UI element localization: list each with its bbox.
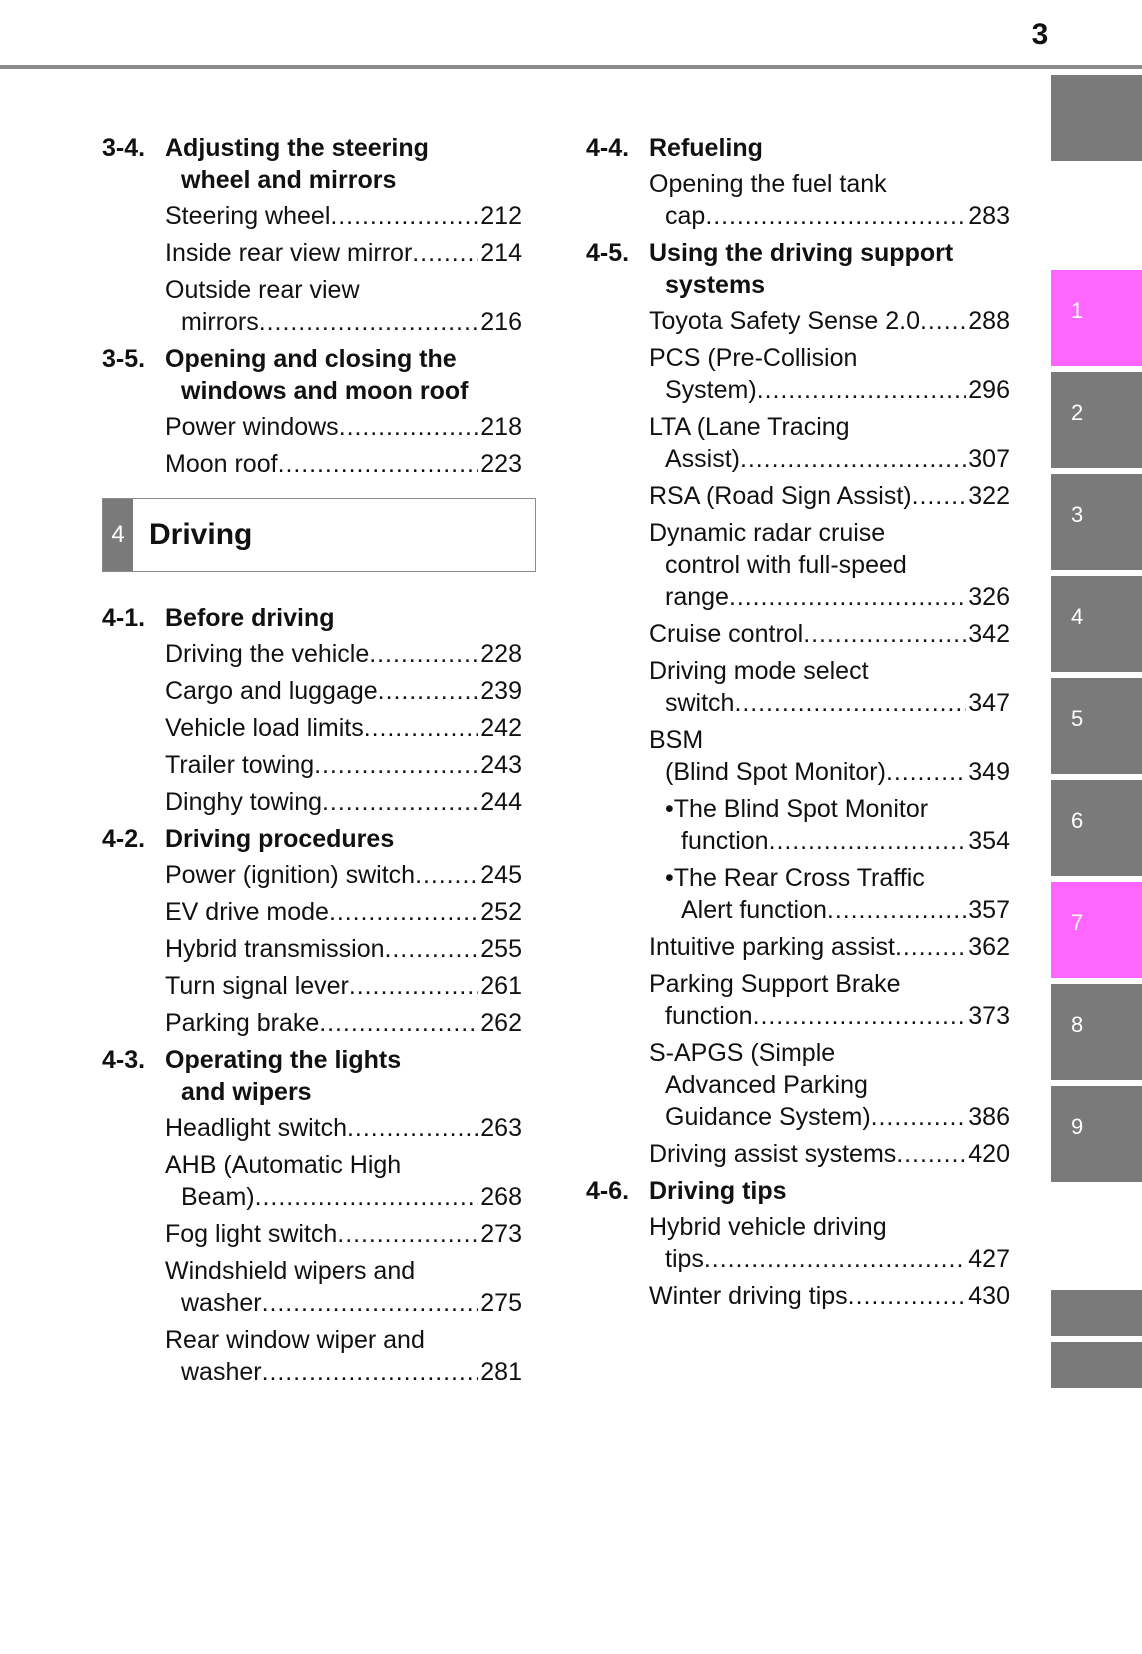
toc-entry-label: Headlight switch (165, 1114, 348, 1142)
toc-entry-label: function (665, 1002, 753, 1030)
toc-entry-label: Hybrid transmission (165, 935, 385, 963)
section-title (165, 132, 522, 196)
toc-entry-label: System) (665, 376, 757, 404)
toc-entry-page: 283 (968, 202, 1010, 230)
toc-entry-label-line: S-APGS (Simple (649, 1039, 836, 1067)
toc-entry-page: 252 (480, 898, 522, 926)
toc-entry-label-line: Dynamic radar cruise (649, 519, 886, 547)
toc-entry[interactable] (165, 411, 522, 443)
toc-entry-label-line: Parking Support Brake (649, 970, 901, 998)
toc-entry-page: 342 (968, 620, 1010, 648)
toc-entry[interactable] (165, 1149, 522, 1213)
dot-leader (339, 411, 479, 443)
dot-leader (337, 1218, 478, 1250)
section-heading (102, 343, 522, 407)
toc-entry[interactable] (165, 970, 522, 1002)
toc-entry-page: 349 (968, 758, 1010, 786)
toc-entry-label: Fog light switch (165, 1220, 338, 1248)
section-title (649, 237, 1010, 301)
toc-entry-label: Cargo and luggage (165, 677, 378, 705)
dot-leader (255, 1181, 479, 1213)
toc-entry-label: Turn signal lever (165, 972, 349, 1000)
dot-leader (378, 675, 479, 707)
toc-entry[interactable] (165, 896, 522, 928)
chapter-tab-label: 8 (1071, 1012, 1084, 1037)
toc-entry[interactable] (649, 342, 1010, 406)
toc-entry[interactable] (165, 448, 522, 480)
toc-entry-label: Intuitive parking assist (649, 933, 895, 961)
toc-entry-label-line: • The Blind Spot Monitor (665, 793, 1010, 825)
toc-entry-label-line: Outside rear view (165, 276, 360, 304)
header-rule (0, 65, 1142, 69)
chapter-tab[interactable] (1051, 1290, 1142, 1336)
dot-leader (769, 825, 967, 857)
dot-leader (319, 1007, 478, 1039)
toc-entry-page: 357 (968, 896, 1010, 924)
section-title (165, 1044, 522, 1108)
toc-entry-page: 262 (480, 1009, 522, 1037)
toc-entry[interactable] (165, 1218, 522, 1250)
toc-entry[interactable] (649, 1037, 1010, 1133)
section-title-line: Driving procedures (165, 825, 395, 853)
toc-entry-label-line: PCS (Pre-Collision (649, 344, 858, 372)
dot-leader (757, 374, 967, 406)
toc-entry-label-line: AHB (Automatic High (165, 1151, 402, 1179)
toc-entry[interactable] (649, 411, 1010, 475)
chapter-tab-label: 2 (1071, 400, 1084, 425)
toc-entry[interactable] (649, 168, 1010, 232)
toc-entry-label: Guidance System) (665, 1103, 871, 1131)
section-number: 4-6. (586, 1177, 630, 1205)
toc-entry-label: Driving the vehicle (165, 640, 370, 668)
toc-entry-page: 322 (968, 482, 1010, 510)
chapter-tab-label: 6 (1071, 808, 1084, 833)
toc-entry[interactable] (649, 931, 1010, 963)
dot-leader (753, 1000, 967, 1032)
toc-entry-page: 427 (968, 1245, 1010, 1273)
toc-entry-page: 273 (480, 1220, 522, 1248)
toc-entry-label: washer (181, 1289, 262, 1317)
dot-leader (895, 931, 966, 963)
toc-entry[interactable] (649, 724, 1010, 788)
toc-entry[interactable] (649, 618, 1010, 650)
toc-entry-page: 214 (480, 239, 522, 267)
dot-leader (412, 237, 478, 269)
section-number: 4-4. (586, 134, 630, 162)
toc-entry-label: Beam) (181, 1183, 255, 1211)
chapter-tab[interactable] (1051, 270, 1142, 366)
dot-leader (705, 200, 966, 232)
dot-leader (314, 749, 478, 781)
toc-entry-label: washer (181, 1358, 262, 1386)
toc-entry-label: (Blind Spot Monitor) (665, 758, 886, 786)
toc-entry-page: 255 (480, 935, 522, 963)
toc-entry-label-line: Hybrid vehicle driving (649, 1213, 887, 1241)
toc-entry[interactable] (165, 786, 522, 818)
chapter-tab[interactable] (1051, 474, 1142, 570)
toc-entry-label: Winter driving tips (649, 1282, 848, 1310)
dot-leader (329, 896, 478, 928)
dot-leader (920, 305, 966, 337)
toc-left-column (102, 132, 522, 1393)
toc-entry[interactable] (165, 1007, 522, 1039)
section-heading (102, 823, 522, 855)
dot-leader (896, 1138, 966, 1170)
section-number: 4-1. (102, 604, 146, 632)
section-title-line: systems (665, 271, 766, 299)
chapter-heading (102, 498, 536, 572)
section-title (649, 1175, 1010, 1207)
toc-entry[interactable] (649, 305, 1010, 337)
chapter-tab-label: 9 (1071, 1114, 1084, 1139)
chapter-title: Driving (149, 518, 253, 551)
dot-leader (322, 786, 478, 818)
toc-entry-label-line: BSM (649, 726, 704, 754)
toc-entry-label: mirrors (181, 308, 259, 336)
toc-entry-label-line: Driving mode select (649, 657, 869, 685)
toc-entry[interactable] (165, 200, 522, 232)
toc-entry[interactable] (649, 1211, 1010, 1275)
section-title-line: windows and moon roof (181, 377, 469, 405)
section-heading (586, 1175, 1010, 1207)
toc-entry[interactable] (649, 968, 1010, 1032)
dot-leader (349, 970, 478, 1002)
toc-entry-page: 239 (480, 677, 522, 705)
toc-entry-page: 216 (480, 308, 522, 336)
toc-entry-label: EV drive mode (165, 898, 329, 926)
toc-entry-label: Moon roof (165, 450, 278, 478)
toc-entry[interactable] (649, 517, 1010, 613)
section-title (165, 602, 522, 634)
toc-entry-page: 354 (968, 827, 1010, 855)
dot-leader (278, 448, 479, 480)
toc-entry-page: 242 (480, 714, 522, 742)
toc-entry-page: 307 (968, 445, 1010, 473)
toc-entry-label: Toyota Safety Sense 2.0 (649, 307, 921, 335)
dot-leader (330, 200, 478, 232)
chapter-tab-label: 5 (1071, 706, 1084, 731)
dot-leader (912, 480, 967, 512)
toc-entry[interactable] (649, 480, 1010, 512)
chapter-tab[interactable] (1051, 882, 1142, 978)
toc-entry-label-line: Advanced Parking (665, 1071, 868, 1099)
toc-entry[interactable] (665, 793, 1010, 857)
chapter-tab[interactable] (1051, 984, 1142, 1080)
toc-entry-page: 288 (968, 307, 1010, 335)
toc-entry-label-line: Windshield wipers and (165, 1257, 416, 1285)
section-title (649, 132, 1010, 164)
toc-entry-page: 275 (480, 1289, 522, 1317)
toc-entry-label: Power windows (165, 413, 339, 441)
toc-entry-label: tips (665, 1245, 704, 1273)
chapter-number: 4 (103, 499, 133, 571)
toc-entry[interactable] (649, 1280, 1010, 1312)
toc-entry-label-line: LTA (Lane Tracing (649, 413, 850, 441)
toc-entry-page: 386 (968, 1103, 1010, 1131)
dot-leader (886, 756, 966, 788)
dot-leader (734, 687, 966, 719)
section-heading (102, 602, 522, 634)
toc-entry-label: RSA (Road Sign Assist) (649, 482, 912, 510)
section-heading (102, 132, 522, 196)
toc-entry[interactable] (165, 274, 522, 338)
toc-entry[interactable] (165, 712, 522, 744)
dot-leader (827, 894, 966, 926)
toc-entry-label: cap (665, 202, 706, 230)
toc-entry-page: 261 (480, 972, 522, 1000)
dot-leader (369, 638, 478, 670)
toc-right-column (586, 132, 1010, 1317)
toc-entry-label-line: • The Rear Cross Traffic (665, 862, 1010, 894)
dot-leader (704, 1243, 966, 1275)
section-number: 3-5. (102, 345, 146, 373)
toc-entry-label: Power (ignition) switch (165, 861, 416, 889)
toc-entry-label: switch (665, 689, 735, 717)
toc-entry-page: 281 (480, 1358, 522, 1386)
toc-entry[interactable] (165, 675, 522, 707)
chapter-tab-label: 7 (1071, 910, 1084, 935)
chapter-tab[interactable] (1051, 75, 1142, 161)
toc-entry-label: Cruise control (649, 620, 804, 648)
toc-entry-page: 420 (968, 1140, 1010, 1168)
dot-leader (871, 1101, 967, 1133)
page-number: 3 (1031, 18, 1049, 51)
section-number: 3-4. (102, 134, 146, 162)
toc-entry-page: 228 (480, 640, 522, 668)
section-title-line: wheel and mirrors (181, 166, 397, 194)
toc-entry[interactable] (165, 859, 522, 891)
section-title-line: Refueling (649, 134, 763, 162)
section-title-line: Adjusting the steering (165, 134, 429, 162)
section-title-line: Before driving (165, 604, 335, 632)
toc-entry-label-line: control with full-speed (665, 551, 907, 579)
toc-entry-page: 212 (480, 202, 522, 230)
section-title (165, 343, 522, 407)
toc-entry-label: Steering wheel (165, 202, 331, 230)
dot-leader (262, 1287, 479, 1319)
section-heading (586, 132, 1010, 164)
toc-entry-label: Alert function (681, 896, 827, 924)
chapter-tab-label: 4 (1071, 604, 1084, 629)
toc-entry-label: Driving assist systems (649, 1140, 897, 1168)
toc-entry[interactable] (649, 655, 1010, 719)
dot-leader (740, 443, 966, 475)
toc-entry[interactable] (165, 1324, 522, 1388)
toc-entry-page: 326 (968, 583, 1010, 611)
chapter-tab[interactable] (1051, 372, 1142, 468)
toc-entry-label-line: Opening the fuel tank (649, 170, 887, 198)
toc-entry[interactable] (165, 1255, 522, 1319)
toc-entry-page: 243 (480, 751, 522, 779)
toc-entry-page: 430 (968, 1282, 1010, 1310)
toc-entry[interactable] (165, 1112, 522, 1144)
section-number: 4-5. (586, 239, 630, 267)
toc-entry[interactable] (665, 862, 1010, 926)
section-title-line: and wipers (181, 1078, 312, 1106)
toc-entry-page: 362 (968, 933, 1010, 961)
chapter-tab[interactable] (1051, 678, 1142, 774)
toc-entry-label-line: Rear window wiper and (165, 1326, 425, 1354)
section-title-line: Opening and closing the (165, 345, 457, 373)
section-heading (102, 1044, 522, 1108)
toc-entry-page: 223 (480, 450, 522, 478)
section-title-line: Operating the lights (165, 1046, 402, 1074)
section-title (165, 823, 522, 855)
toc-entry-label: Trailer towing (165, 751, 315, 779)
section-number: 4-2. (102, 825, 146, 853)
toc-entry[interactable] (649, 1138, 1010, 1170)
dot-leader (729, 581, 966, 613)
chapter-tab[interactable] (1051, 780, 1142, 876)
toc-entry-label: Vehicle load limits (165, 714, 364, 742)
toc-entry-page: 244 (480, 788, 522, 816)
chapter-tab-label: 3 (1071, 502, 1084, 527)
toc-entry-page: 347 (968, 689, 1010, 717)
chapter-tab[interactable] (1051, 1342, 1142, 1388)
section-number: 4-3. (102, 1046, 146, 1074)
toc-entry-label: Parking brake (165, 1009, 320, 1037)
toc-entry-page: 263 (480, 1114, 522, 1142)
dot-leader (259, 306, 479, 338)
toc-entry[interactable] (165, 933, 522, 965)
toc-entry[interactable] (165, 638, 522, 670)
chapter-tab[interactable] (1051, 1086, 1142, 1182)
toc-entry-label: range (665, 583, 729, 611)
section-heading (586, 237, 1010, 301)
section-title-line: Driving tips (649, 1177, 787, 1205)
chapter-tab-label: 1 (1071, 298, 1084, 323)
dot-leader (262, 1356, 479, 1388)
toc-entry-label: Dinghy towing (165, 788, 323, 816)
dot-leader (415, 859, 478, 891)
toc-entry-page: 268 (480, 1183, 522, 1211)
toc-entry-page: 245 (480, 861, 522, 889)
dot-leader (803, 618, 966, 650)
toc-entry[interactable] (165, 237, 522, 269)
chapter-tab[interactable] (1051, 576, 1142, 672)
dot-leader (347, 1112, 478, 1144)
dot-leader (848, 1280, 967, 1312)
toc-entry[interactable] (165, 749, 522, 781)
toc-entry-page: 218 (480, 413, 522, 441)
toc-entry-page: 296 (968, 376, 1010, 404)
dot-leader (364, 712, 479, 744)
toc-entry-page: 373 (968, 1002, 1010, 1030)
toc-entry-label: Assist) (665, 445, 740, 473)
toc-entry-label: function (681, 827, 769, 855)
toc-entry-label: Inside rear view mirror (165, 239, 413, 267)
section-title-line: Using the driving support (649, 239, 954, 267)
dot-leader (385, 933, 479, 965)
